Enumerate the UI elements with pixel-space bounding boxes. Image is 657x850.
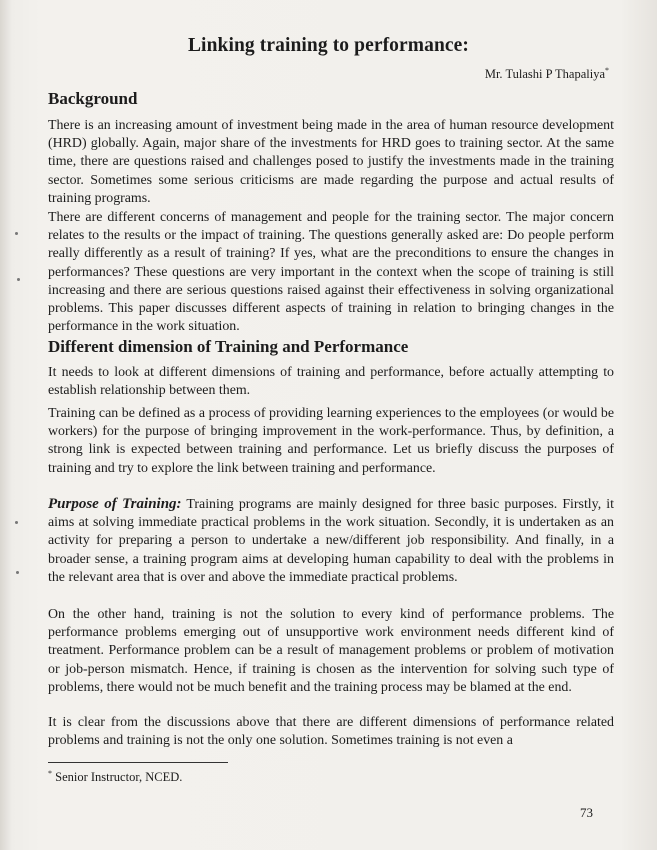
- paragraph-dimensions-1: It needs to look at different dimensions of training and performance, before actually attempting to establish relationship between them.: [48, 365, 614, 399]
- paragraph-performance-problems: On the other hand, training is not the solution to every kind of performance problems. The performance problems emerging out of unsupportive work environment needs different kind of treatment. Performance problem can be a result of management problems or problem of motivation or job-person mismatch. Hence, if training is chosen as the intervention for solving such type of problems, there would not be much benefit and the training process may be blamed at the end.: [48, 607, 614, 695]
- section-heading-background: Background: [48, 89, 138, 108]
- scan-speck: [15, 232, 18, 235]
- paragraph-purpose-of-training: [48, 495, 614, 587]
- paragraph-background-1: There is an increasing amount of investment being made in the area of human resource development (HRD) globally. Again, major share of the investments for HRD goes to training sector. At the same time, there are questions raised and challenges posed to justify the investments made in the training sector. Sometimes some serious criticisms are made regarding the purpose and actual results of training programs.: [48, 118, 614, 206]
- purpose-of-training-label: Purpose of Training:: [48, 496, 182, 512]
- page-title: Linking training to performance:: [187, 35, 470, 56]
- footnote-text: Senior Instructor, NCED.: [55, 770, 183, 785]
- paragraph-dimensions-2: Training can be defined as a process of providing learning experiences to the employees (or would be workers) for the purpose of bringing improvement in the work-performance. Thus, by definition, a strong link is expected between training and performance. Let us briefly discuss the purposes of training and try to explore the link between training and performance.: [48, 406, 614, 476]
- footnote-mark: *: [48, 769, 52, 778]
- purpose-of-training-text: Training programs are mainly designed for three basic purposes. Firstly, it aims at solving immediate practical problems in the work situation. Secondly, it is undertaken as an activity for preparing a person to undertake a new/different job responsibility. And finally, in a broader sense, a training program aims at developing human capability to deal with the problems in the relevant area that is over and above the immediate practical problems.: [48, 497, 614, 585]
- paragraph-background-2: There are different concerns of management and people for the training sector. The major concern relates to the results or the impact of training. The questions generally asked are: Do people perform really differently as a result of training? If yes, what are the preconditions to ensure the changes in performances? These questions are very important in the context when the scope of training is still increasing and there are serious questions raised against their effectiveness in solving organizational problems. This paper discusses different aspects of training in relation to bringing changes in the performance in the work situation.: [48, 210, 614, 335]
- author-name: Mr. Tulashi P Thapaliya: [484, 67, 605, 82]
- page-number: 73: [580, 805, 593, 820]
- scan-speck: [16, 571, 19, 574]
- footnote: [48, 769, 182, 785]
- section-heading-dimensions: Different dimension of Training and Performance: [48, 337, 409, 356]
- scan-speck: [15, 521, 18, 524]
- footnote-divider: [48, 762, 228, 763]
- author-line: [485, 66, 609, 82]
- author-footnote-mark: *: [605, 66, 609, 75]
- scan-speck: [17, 278, 20, 281]
- paragraph-dimensions-conclusion: It is clear from the discussions above that there are different dimensions of performance related problems and training is not the only one solution. Sometimes training is not even a: [48, 715, 614, 749]
